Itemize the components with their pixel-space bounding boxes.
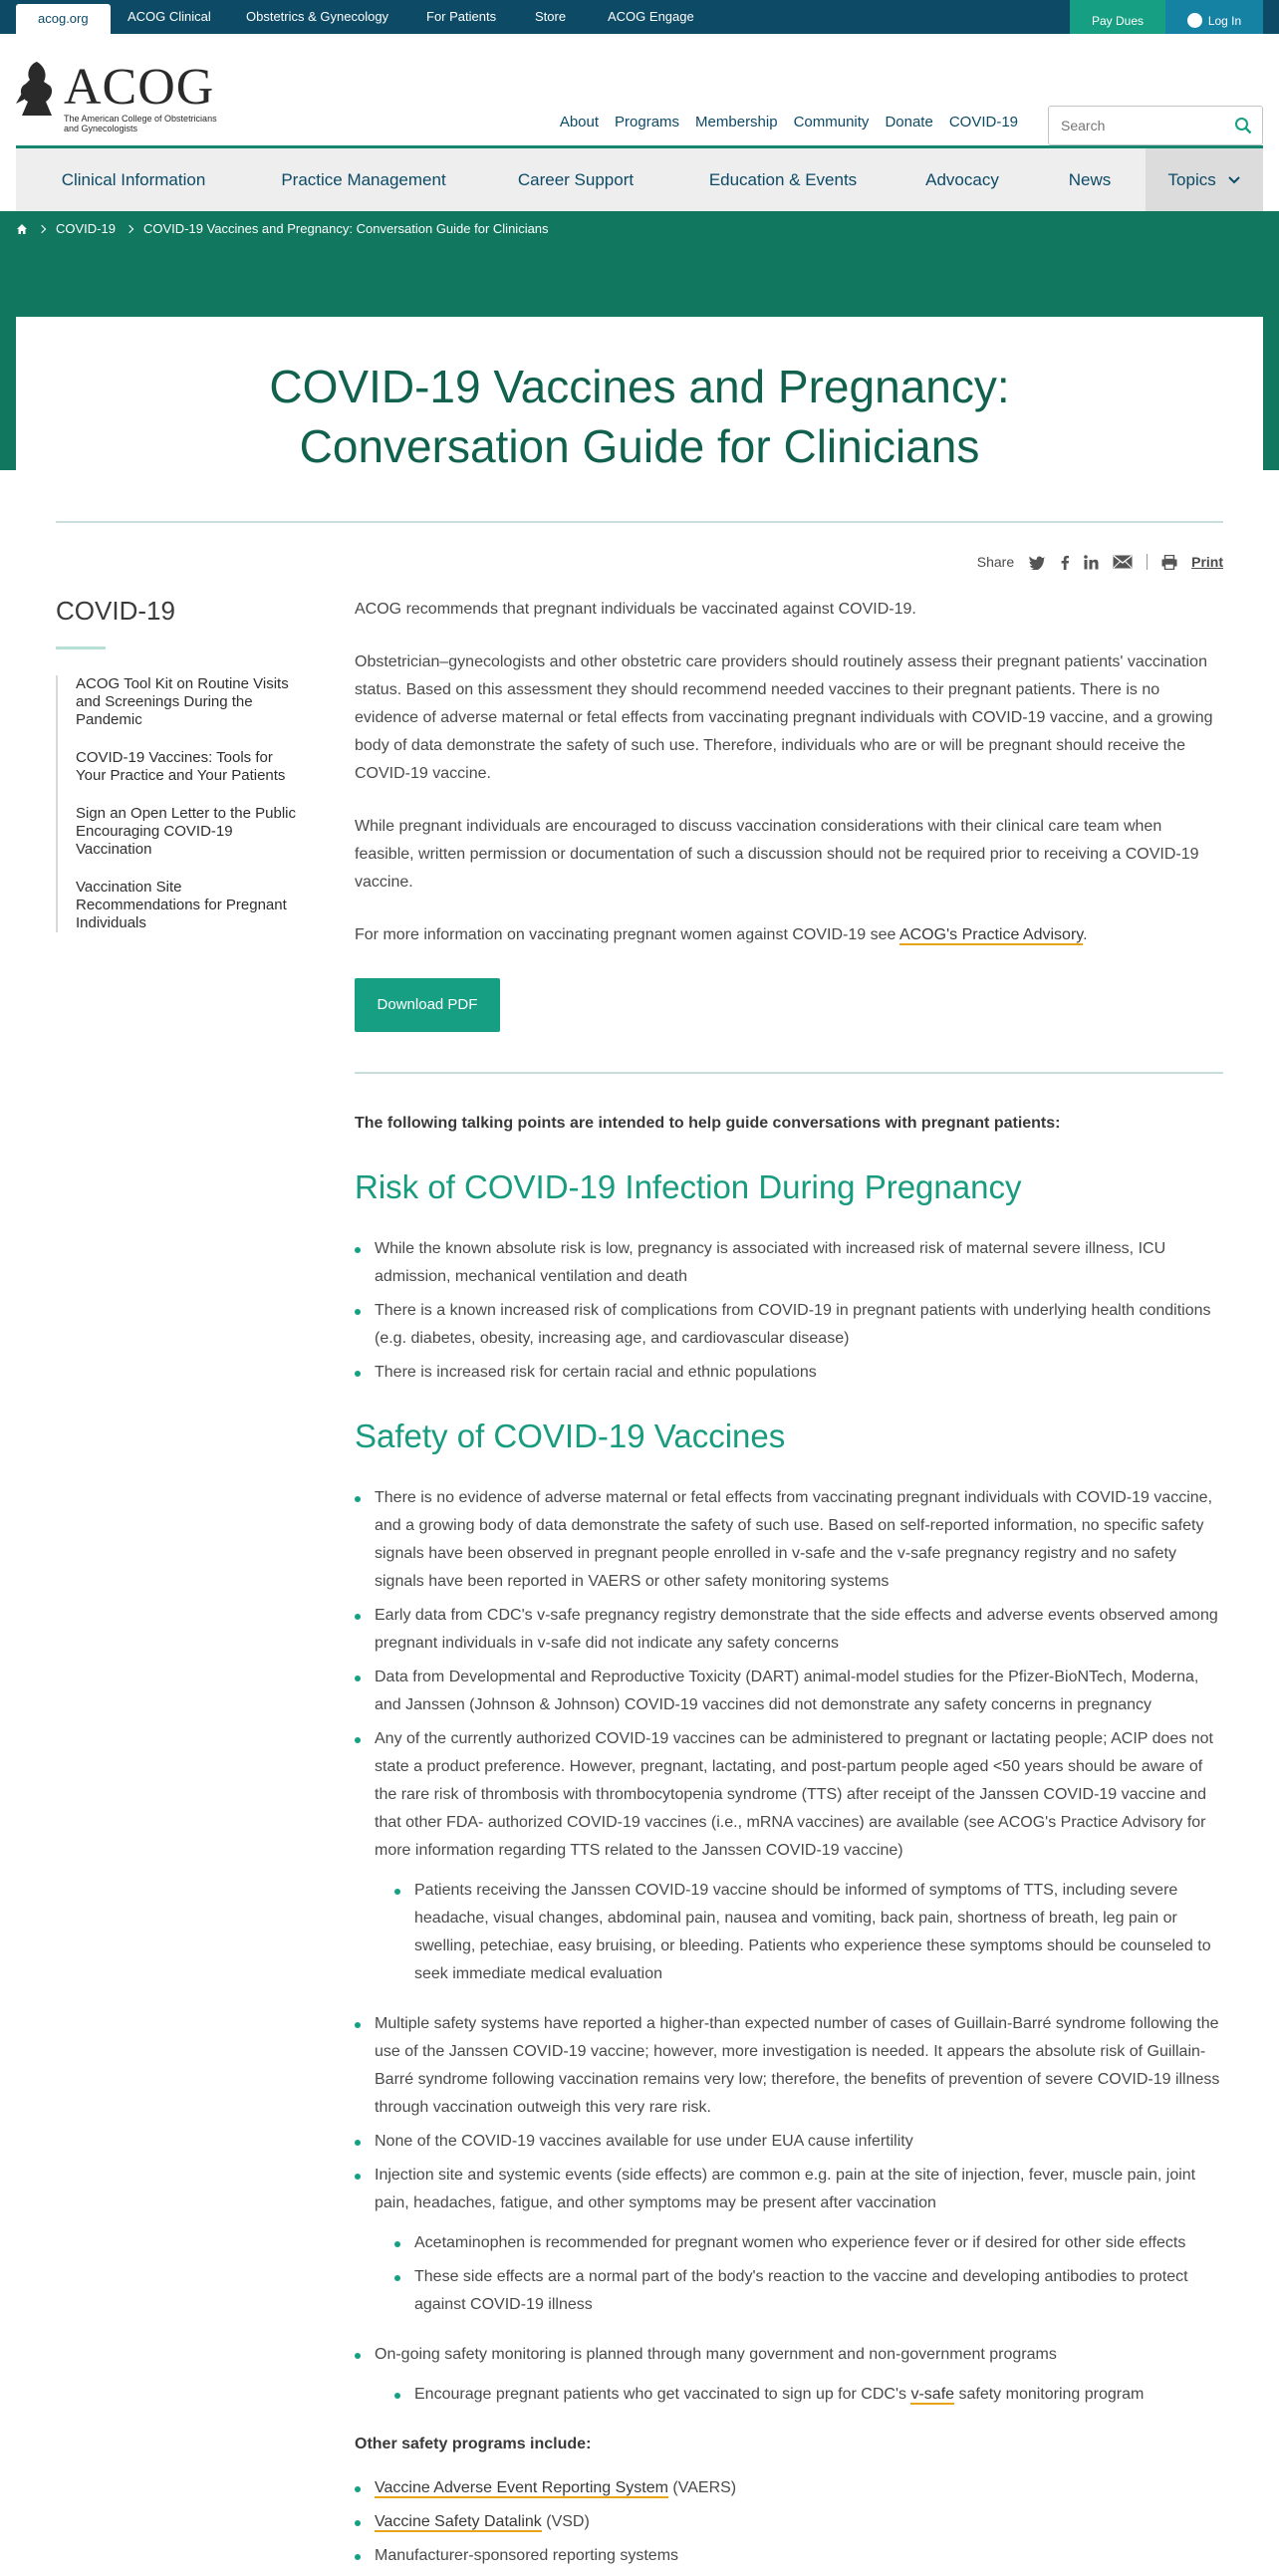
divider bbox=[56, 521, 1223, 523]
list-item: Manufacturer-sponsored reporting systems bbox=[355, 2542, 1223, 2570]
breadcrumb-chevron-icon bbox=[38, 224, 46, 232]
logo-wordmark: ACOG bbox=[64, 59, 215, 116]
utility-tab-store[interactable]: Store bbox=[535, 9, 567, 24]
sidebar-item-open-letter[interactable]: Sign an Open Letter to the Public Encouraging COVID-19 Vaccination bbox=[76, 805, 296, 858]
sub-list-item: These side effects are a normal part of the body's reaction to the vaccine and developing antibodies to protect against COVID-19 illness bbox=[394, 2263, 1223, 2319]
share-label: Share bbox=[976, 554, 1015, 570]
sidebar-item-vaccination-site[interactable]: Vaccination Site Recommendations for Pregnant Individuals bbox=[76, 879, 287, 931]
print-icon[interactable] bbox=[1161, 555, 1177, 570]
section-heading-risk: Risk of COVID-19 Infection During Pregnancy bbox=[355, 1168, 1022, 1205]
list-item: There is no evidence of adverse maternal or fetal effects from vaccinating pregnant individuals with COVID-19 vaccine, and a growing body of data demonstrate the safety of such use. Based on self-reported information, no specific safety signals have been observed in pregnant people enrolled in v-safe and the v-safe pregnancy registry and no safety signals have been reported in VAERS or other safety monitoring systems bbox=[355, 1484, 1223, 1596]
email-icon[interactable] bbox=[1113, 555, 1133, 569]
twitter-icon[interactable] bbox=[1028, 555, 1046, 570]
list-item: Multiple safety systems have reported a higher-than expected number of cases of Guillain-Barré syndrome following the use of the Janssen COVID-19 vaccine; however, more investigation is needed. It appears the absolute risk of Guillain-Barré syndrome following vaccination remains very low; therefore, the benefits of prevention of severe COVID-19 illness through vaccination outweigh this very rare risk. bbox=[355, 2010, 1223, 2122]
list-item-text: On-going safety monitoring is planned through many government and non-government programs bbox=[375, 2346, 1057, 2363]
list-item-text: Injection site and systemic events (side effects) are common e.g. pain at the site of injection, fever, muscle pain, joint pain, headaches, fatigue, and other symptoms may be present after vaccination bbox=[375, 2167, 1196, 2211]
share-bar bbox=[977, 554, 1223, 570]
paragraph-text: For more information on vaccinating pregnant women against COVID-19 see bbox=[355, 926, 899, 943]
utility-bar bbox=[0, 0, 1279, 34]
header-link-covid19[interactable]: COVID-19 bbox=[948, 114, 1018, 130]
practice-advisory-link[interactable]: ACOG's Practice Advisory bbox=[898, 926, 1084, 943]
list-item: Data from Developmental and Reproductive Toxicity (DART) animal-model studies for the Pfizer-BioNTech, Moderna, and Janssen (Johnson & Johnson) COVID-19 vaccines did not demonstrate any safety concerns in pregnancy bbox=[355, 1664, 1223, 1719]
utility-tab-acog-clinical[interactable]: ACOG Clinical bbox=[128, 9, 211, 24]
v-safe-link[interactable]: v-safe bbox=[910, 2386, 955, 2403]
page-title-line1: COVID-19 Vaccines and Pregnancy: bbox=[269, 361, 1010, 412]
sub-list-item: Acetaminophen is recommended for pregnant women who experience fever or if desired for other side effects bbox=[394, 2229, 1223, 2257]
site-header bbox=[0, 34, 1279, 145]
user-icon bbox=[1187, 13, 1202, 28]
sub-list bbox=[394, 2381, 1223, 2409]
header-links bbox=[560, 114, 1018, 130]
acog-logo[interactable] bbox=[14, 58, 217, 133]
breadcrumb-chevron-icon bbox=[126, 224, 133, 232]
search-input[interactable] bbox=[1049, 107, 1218, 144]
sidebar-accent bbox=[56, 646, 106, 649]
list-item bbox=[355, 2341, 1223, 2409]
list-item bbox=[355, 2508, 1223, 2536]
print-link[interactable]: Print bbox=[1191, 554, 1223, 570]
nav-advocacy[interactable]: Advocacy bbox=[925, 170, 999, 189]
other-programs-list bbox=[355, 2474, 1223, 2570]
sidebar-list bbox=[56, 675, 305, 932]
section-heading-safety: Safety of COVID-19 Vaccines bbox=[355, 1417, 786, 1454]
sub-list bbox=[394, 2229, 1223, 2319]
list-item: While the known absolute risk is low, pregnancy is associated with increased risk of maternal severe illness, ICU admission, mechanical ventilation and death bbox=[355, 1235, 1223, 1291]
sidebar-item-tool-kit[interactable]: ACOG Tool Kit on Routine Visits and Screenings During the Pandemic bbox=[76, 675, 289, 728]
page-title bbox=[16, 317, 1263, 476]
nav-career-support[interactable]: Career Support bbox=[517, 170, 635, 189]
nav-news[interactable]: News bbox=[1068, 170, 1112, 189]
search-box bbox=[1048, 106, 1263, 145]
nav-education-events[interactable]: Education & Events bbox=[708, 170, 858, 189]
paragraph: ACOG recommends that pregnant individuals be vaccinated against COVID-19. bbox=[355, 601, 916, 618]
chevron-down-icon bbox=[1228, 175, 1240, 185]
sub-list-item bbox=[394, 2381, 1223, 2409]
utility-tab-for-patients[interactable]: For Patients bbox=[426, 9, 497, 24]
page-title-line2: Conversation Guide for Clinicians bbox=[299, 420, 980, 472]
vaers-link[interactable]: Vaccine Adverse Event Reporting System bbox=[375, 2479, 668, 2496]
safety-list bbox=[355, 1484, 1223, 2409]
log-in-label: Log In bbox=[1207, 14, 1242, 28]
utility-tab-acog-org[interactable]: acog.org bbox=[16, 4, 111, 34]
risk-list bbox=[355, 1235, 1223, 1387]
nav-topics[interactable] bbox=[1146, 148, 1263, 211]
utility-tab-obgyn[interactable]: Obstetrics & Gynecology bbox=[246, 9, 389, 24]
list-item-text: Any of the currently authorized COVID-19 vaccines can be administered to pregnant or lactating people; ACIP does not state a product preference. However, pregnant, lactating, and post-partum people aged <50 years should be aware of the rare risk of thrombosis with thrombocytopenia syndrome (TTS) after receipt of the Janssen COVID-19 vaccine and that other FDA- authorized COVID-19 vaccines (i.e., mRNA vaccines) are available (see ACOG's Practice Advisory for more information regarding TTS related to the Janssen COVID-19 vaccine) bbox=[375, 1730, 1213, 1859]
talking-points-lead: The following talking points are intended to help guide conversations with pregnant patients: bbox=[355, 1115, 1061, 1132]
vsd-link[interactable]: Vaccine Safety Datalink bbox=[375, 2513, 542, 2530]
main-nav bbox=[16, 145, 1263, 211]
nav-clinical-information[interactable]: Clinical Information bbox=[61, 170, 206, 189]
sub-list-item: Patients receiving the Janssen COVID-19 vaccine should be informed of symptoms of TTS, including severe headache, visual changes, abdominal pain, nausea and vomiting, back pain, shortness of breath, leg pain or swelling, petechiae, easy bruising, or bleeding. Patients who experience these symptoms should be counseled to seek immediate medical evaluation bbox=[394, 1877, 1223, 1988]
page-title-card bbox=[16, 317, 1263, 516]
download-pdf-button[interactable]: Download PDF bbox=[355, 978, 500, 1032]
share-divider bbox=[1147, 554, 1148, 570]
paragraph: While pregnant individuals are encouraged to discuss vaccination considerations with their clinical care team when feasible, written permission or documentation of such a discussion should not be required prior to receiving a COVID-19 vaccine. bbox=[355, 818, 1199, 891]
divider bbox=[355, 1072, 1223, 1074]
list-item: There is increased risk for certain racial and ethnic populations bbox=[355, 1359, 1223, 1387]
header-link-donate[interactable]: Donate bbox=[885, 114, 933, 130]
linkedin-icon[interactable] bbox=[1084, 555, 1099, 570]
list-item bbox=[355, 2474, 1223, 2502]
sub-list bbox=[394, 1877, 1223, 1988]
paragraph: Obstetrician–gynecologists and other obstetric care providers should routinely assess their pregnant patients' vaccination status. Based on this assessment they should recommend needed vaccines to their pregnant patients. There is no evidence of adverse maternal or fetal effects from vaccinating pregnant individuals with COVID-19 vaccine, and a growing body of data demonstrate the safety of such use. Therefore, individuals who are or will be pregnant should receive the COVID-19 vaccine. bbox=[355, 653, 1213, 782]
utility-tab-acog-engage[interactable]: ACOG Engage bbox=[608, 9, 694, 24]
breadcrumb-covid19[interactable]: COVID-19 bbox=[56, 221, 116, 236]
breadcrumb-current: COVID-19 Vaccines and Pregnancy: Conversation Guide for Clinicians bbox=[142, 221, 549, 236]
facebook-icon[interactable] bbox=[1060, 555, 1070, 570]
list-item bbox=[355, 2162, 1223, 2319]
header-link-programs[interactable]: Programs bbox=[615, 114, 680, 130]
sidebar bbox=[56, 596, 305, 952]
nav-practice-management[interactable]: Practice Management bbox=[281, 170, 446, 189]
paragraph bbox=[355, 921, 1223, 949]
list-item: There is a known increased risk of complications from COVID-19 in pregnant patients with underlying health conditions (e.g. diabetes, obesity, increasing age, and cardiovascular disease) bbox=[355, 1297, 1223, 1353]
breadcrumb bbox=[16, 221, 549, 236]
list-item: None of the COVID-19 vaccines available for use under EUA cause infertility bbox=[355, 2128, 1223, 2156]
pay-dues-button[interactable]: Pay Dues bbox=[1070, 0, 1165, 42]
list-item-text: (VAERS) bbox=[667, 2479, 737, 2496]
search-icon[interactable] bbox=[1234, 117, 1252, 134]
paragraph-text: . bbox=[1083, 926, 1088, 943]
list-item: Early data from CDC's v-safe pregnancy registry demonstrate that the side effects and adverse events observed among pregnant individuals in v-safe did not indicate any safety concerns bbox=[355, 1602, 1223, 1658]
acog-emblem-icon bbox=[14, 60, 60, 118]
sidebar-title: COVID-19 bbox=[56, 596, 175, 626]
header-link-about[interactable]: About bbox=[559, 114, 600, 130]
main-content bbox=[355, 596, 1223, 2576]
home-icon[interactable] bbox=[16, 223, 28, 235]
sidebar-item-vaccine-tools[interactable]: COVID-19 Vaccines: Tools for Your Practice and Your Patients bbox=[76, 749, 286, 784]
list-item-text: (VSD) bbox=[541, 2513, 590, 2530]
logo-subtitle: The American College of Obstetricians and Gynecologists bbox=[64, 114, 217, 133]
list-item bbox=[355, 1725, 1223, 1988]
header-link-community[interactable]: Community bbox=[793, 114, 870, 130]
nav-topics-label: Topics bbox=[1167, 170, 1216, 189]
other-programs-lead: Other safety programs include: bbox=[355, 2436, 592, 2452]
sub-list-text: safety monitoring program bbox=[954, 2386, 1145, 2403]
header-link-membership[interactable]: Membership bbox=[695, 114, 778, 130]
sub-list-text: Encourage pregnant patients who get vaccinated to sign up for CDC's bbox=[414, 2386, 911, 2403]
